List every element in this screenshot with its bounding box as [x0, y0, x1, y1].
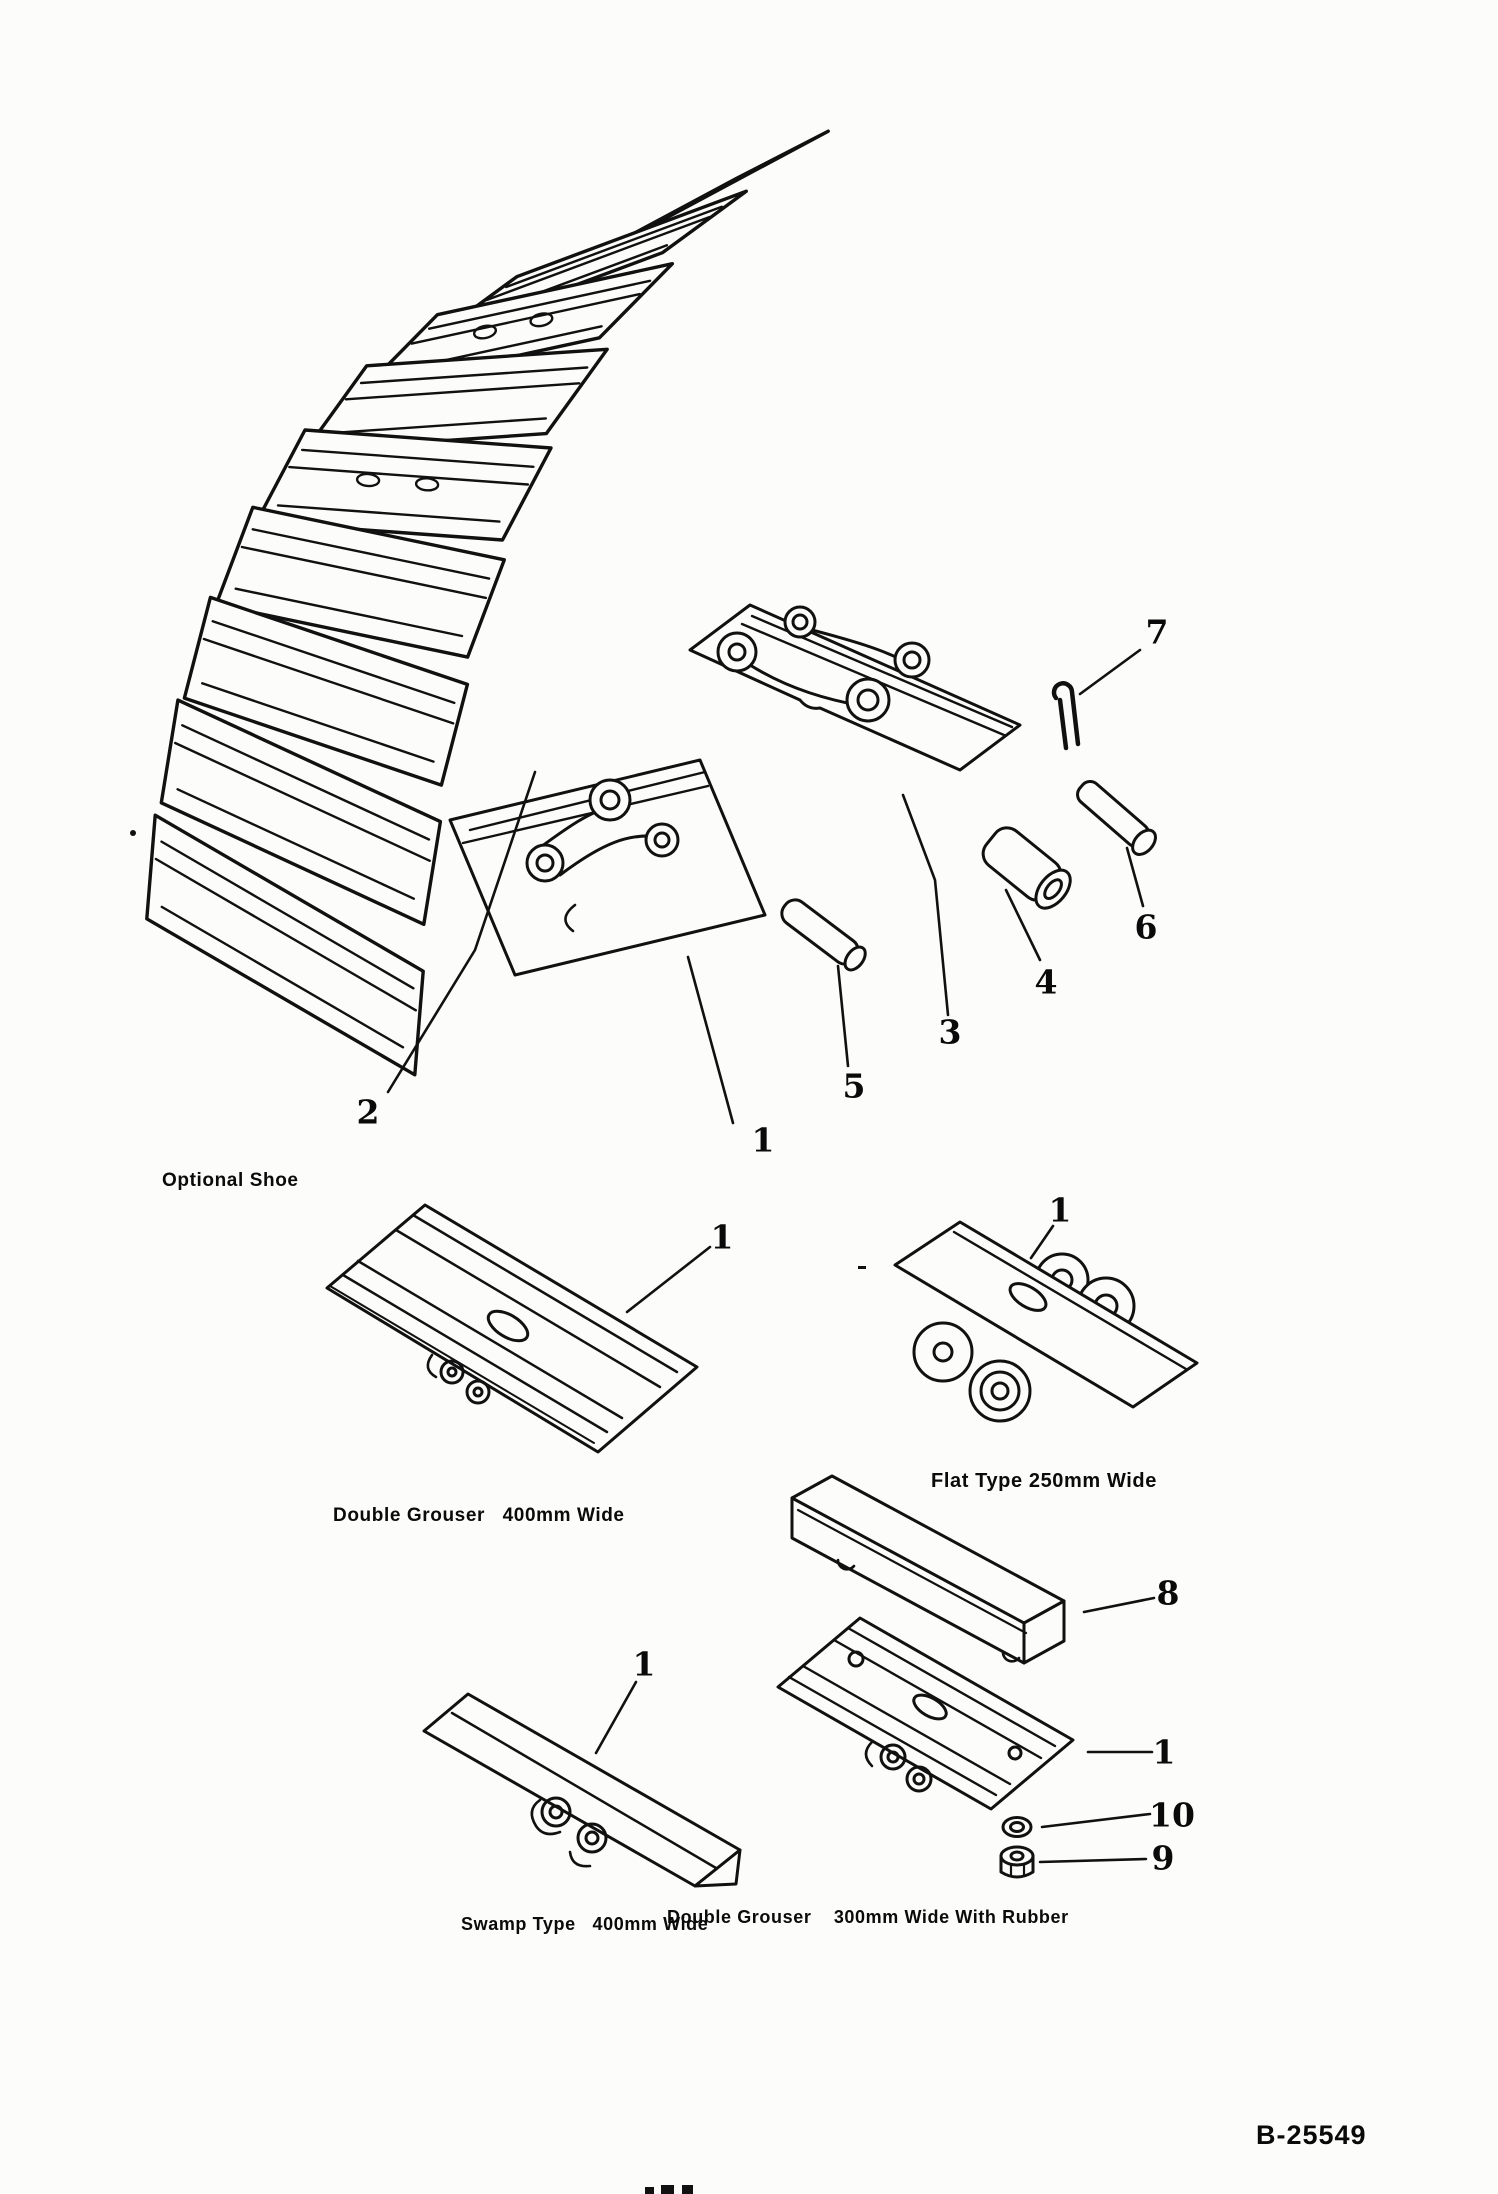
leader-line-1: [596, 1682, 636, 1753]
leader-line-7: [1080, 650, 1140, 694]
leader-line-10: [1042, 1814, 1150, 1827]
callout-8: 8: [1156, 1573, 1180, 1613]
leader-line-3: [903, 795, 948, 1015]
master-link-assembly: [690, 605, 1020, 770]
link-eye: [785, 607, 815, 637]
link-eye: [527, 845, 563, 881]
scan-speck: [130, 830, 136, 836]
shoe-caption: Double Grouser 300mm Wide With Rubber: [667, 1907, 1069, 1927]
shoe-caption: Double Grouser 400mm Wide: [333, 1505, 625, 1526]
callout-2: 2: [356, 1092, 380, 1132]
leader-line-9: [1040, 1859, 1146, 1862]
cotter-pin-7: [1054, 683, 1078, 748]
callout-3: 3: [938, 1012, 962, 1052]
page-number-clipped: [682, 2185, 693, 2194]
link-roller: [914, 1323, 972, 1381]
page-number-clipped: [645, 2187, 654, 2194]
scan-speck: [858, 1266, 866, 1269]
page-number-clipped: [661, 2185, 674, 2194]
callout-7: 7: [1145, 612, 1169, 652]
callout-6: 6: [1134, 907, 1158, 947]
shoe-double-grouser-400: [327, 1205, 697, 1452]
leader-line-1: [627, 1247, 710, 1312]
shoe-double-grouser-300-rubber: [778, 1476, 1073, 1877]
drawing-code: B-25549: [1256, 2120, 1367, 2150]
link-eye: [590, 780, 630, 820]
shoe-plate: [327, 1205, 697, 1452]
callout-1: 1: [1048, 1190, 1072, 1230]
link-roller: [970, 1361, 1030, 1421]
section-label: Optional Shoe: [162, 1170, 299, 1191]
track-chain-assembly: [147, 131, 828, 1075]
callout-1: 1: [632, 1644, 656, 1684]
link-eye: [895, 643, 929, 677]
shoe-flat-250: [895, 1222, 1197, 1421]
link-eye: [718, 633, 756, 671]
callout-10: 10: [1149, 1795, 1195, 1835]
callout-1: 1: [751, 1120, 775, 1160]
leader-line-1: [688, 957, 733, 1123]
shoe-caption: Swamp Type 400mm Wide: [461, 1914, 709, 1934]
leader-line-5: [838, 966, 848, 1066]
leader-line-6: [1127, 848, 1143, 906]
chain-end-link-assembly: [450, 760, 765, 975]
washer-10: [1003, 1818, 1031, 1837]
link-boss: [646, 824, 678, 856]
callout-5: 5: [842, 1066, 866, 1106]
callout-1: 1: [1152, 1732, 1176, 1772]
shoe-swamp-400: [424, 1694, 740, 1886]
callout-9: 9: [1151, 1838, 1175, 1878]
link-eye: [847, 679, 889, 721]
shoe-caption: Flat Type 250mm Wide: [931, 1470, 1157, 1492]
nut-9: [1001, 1847, 1033, 1877]
leader-line-1: [1031, 1226, 1053, 1258]
master-pin-6: [1071, 777, 1160, 859]
scan-marks: [130, 830, 866, 2194]
track-bushing-4: [977, 822, 1077, 915]
track-pin-5: [777, 895, 869, 974]
leader-line-8: [1084, 1598, 1154, 1612]
callout-4: 4: [1034, 962, 1058, 1002]
callout-1: 1: [710, 1217, 734, 1257]
